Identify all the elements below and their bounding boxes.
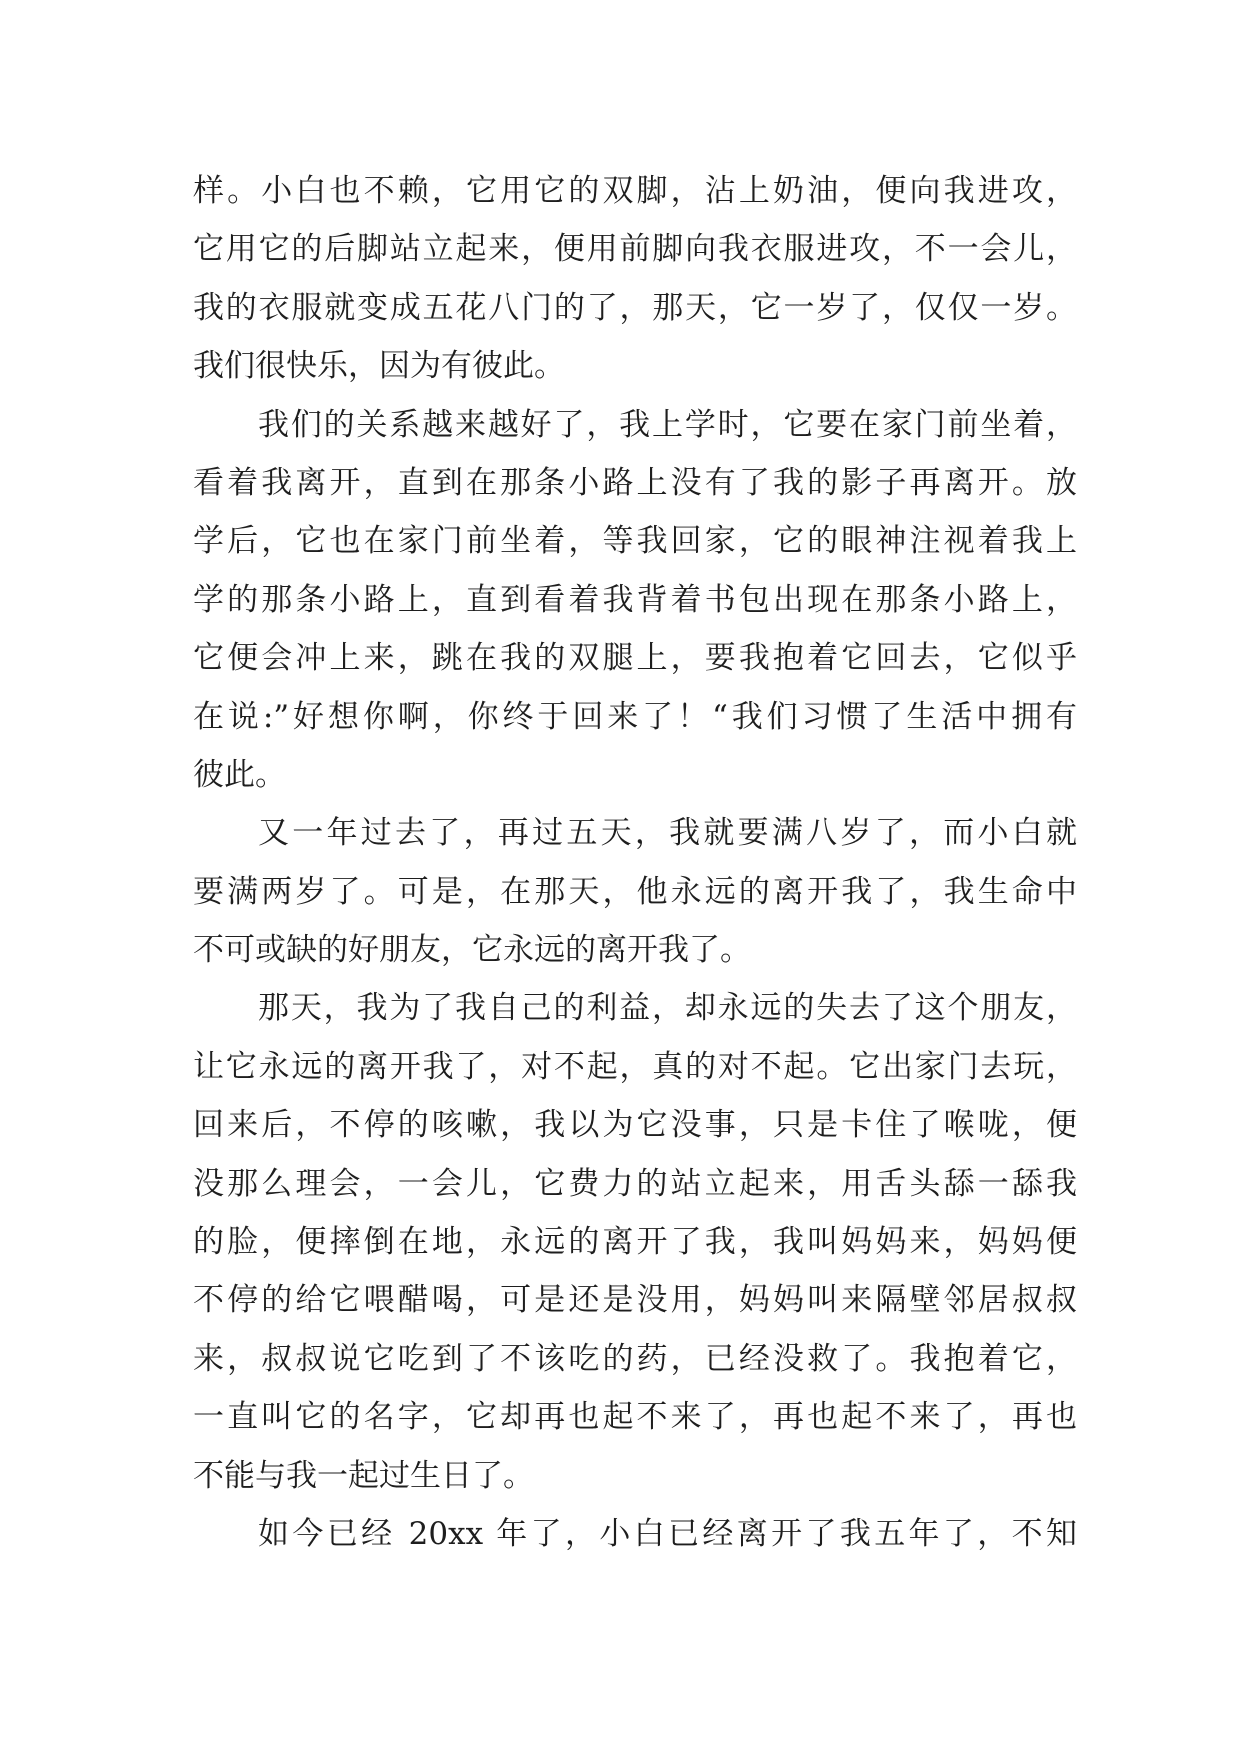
text-line: 的脸，便摔倒在地，永远的离开了我，我叫妈妈来，妈妈便 <box>193 1224 1077 1261</box>
paragraph <box>193 804 1077 979</box>
text-line: 又一年过去了，再过五天，我就要满八岁了，而小白就 <box>258 815 1077 852</box>
text-line: 要满两岁了。可是，在那天，他永远的离开我了，我生命中 <box>193 873 1077 910</box>
text-line: 在说:”好想你啊，你终于回来了！“我们习惯了生活中拥有 <box>193 698 1077 735</box>
text-line: 彼此。 <box>193 756 286 793</box>
text-line: 它便会冲上来，跳在我的双腿上，要我抱着它回去，它似乎 <box>193 640 1077 677</box>
paragraph <box>193 162 1077 396</box>
text-line: 看着我离开，直到在那条小路上没有了我的影子再离开。放 <box>193 464 1077 501</box>
text-line: 那天，我为了我自己的利益，却永远的失去了这个朋友， <box>258 990 1077 1027</box>
text-line: 如今已经 20xx 年了，小白已经离开了我五年了，不知 <box>258 1515 1077 1552</box>
document-body <box>193 162 1077 1563</box>
text-line: 样。小白也不赖，它用它的双脚，沾上奶油，便向我进攻， <box>193 173 1077 209</box>
text-line: 不可或缺的好朋友，它永远的离开我了。 <box>193 932 751 969</box>
paragraph <box>193 1505 1077 1563</box>
text-line: 没那么理会，一会儿，它费力的站立起来，用舌头舔一舔我 <box>193 1165 1077 1202</box>
text-line: 回来后，不停的咳嗽，我以为它没事，只是卡住了喉咙，便 <box>193 1107 1077 1144</box>
text-line: 不停的给它喂醋喝，可是还是没用，妈妈叫来隔壁邻居叔叔 <box>193 1282 1077 1319</box>
text-line: 我们的关系越来越好了，我上学时，它要在家门前坐着， <box>258 406 1077 443</box>
text-line: 一直叫它的名字，它却再也起不来了，再也起不来了，再也 <box>193 1399 1077 1436</box>
text-line: 学的那条小路上，直到看着我背着书包出现在那条小路上， <box>193 581 1077 618</box>
text-line: 不能与我一起过生日了。 <box>193 1457 534 1494</box>
text-line: 我们很快乐，因为有彼此。 <box>193 348 565 385</box>
text-line: 学后，它也在家门前坐着，等我回家，它的眼神注视着我上 <box>193 523 1077 560</box>
paragraph <box>193 979 1077 1505</box>
text-line: 它用它的后脚站立起来，便用前脚向我衣服进攻，不一会儿， <box>193 231 1077 268</box>
text-line: 我的衣服就变成五花八门的了，那天，它一岁了，仅仅一岁。 <box>193 289 1077 326</box>
paragraph <box>193 396 1077 805</box>
text-line: 来，叔叔说它吃到了不该吃的药，已经没救了。我抱着它， <box>193 1340 1077 1377</box>
text-line: 让它永远的离开我了，对不起，真的对不起。它出家门去玩， <box>193 1048 1077 1085</box>
